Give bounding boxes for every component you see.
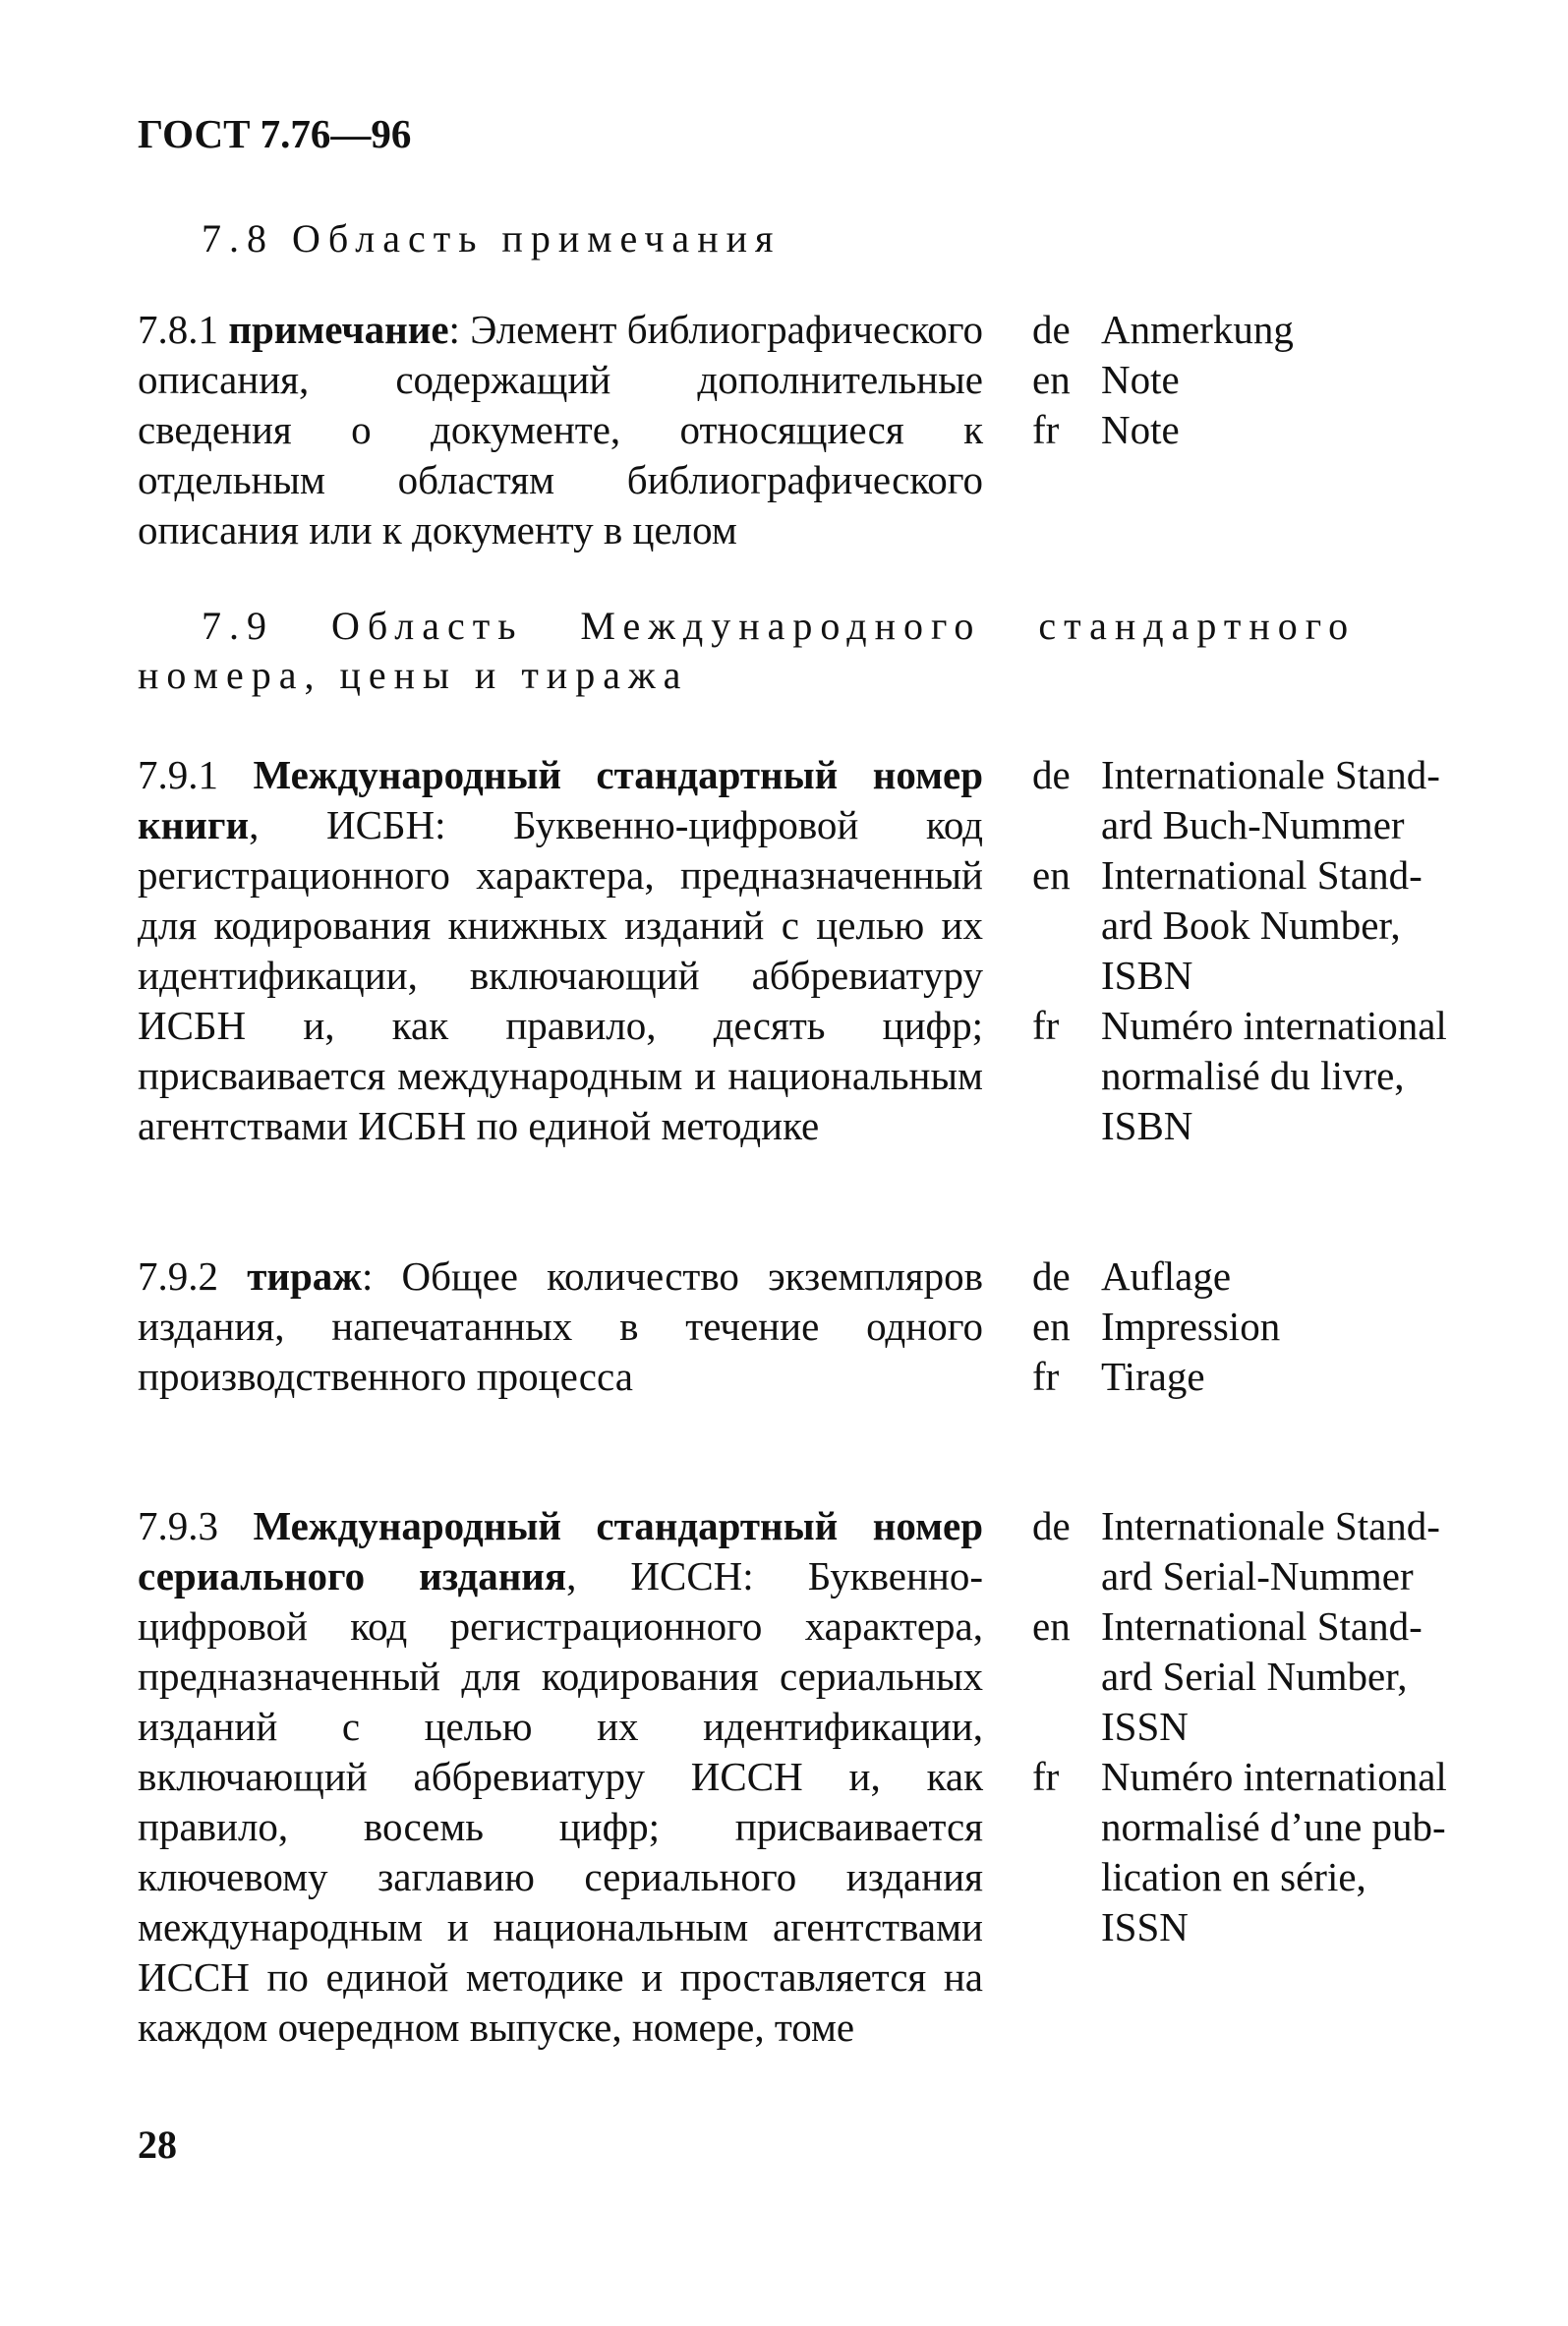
equivalent-text: Note xyxy=(1101,357,1180,402)
section-title-text: 7.8 Область примечания xyxy=(202,216,782,261)
foreign-equivalents xyxy=(1032,305,1504,455)
term-number: 7.9.3 xyxy=(138,1503,254,1548)
section-title-7-9 xyxy=(138,602,1514,700)
equivalent-text: ISSN xyxy=(1101,1904,1189,1949)
definition-text: , ИССН: Буквенно-цифровой код регистрационного характера, предназначенный для кодирования сериальных изданий с целью их идентификации, включающий аббревиатуру ИССН и, как правило, восемь цифр; присваивается ключевому заглавию сериального издания международным и национальным агентствами ИССН по единой методике и проставляется на каждом очередном выпуске, номере, томе xyxy=(138,1553,983,2050)
term-name: тираж xyxy=(247,1253,362,1299)
term-definition xyxy=(138,750,983,1151)
equivalent-en xyxy=(1032,355,1504,405)
equivalent-text: Numéro international xyxy=(1101,1003,1447,1048)
equivalent-text: ard Buch-Nummer xyxy=(1101,802,1405,847)
section-title-line-2: номера, цены и тиража xyxy=(138,653,689,697)
equivalent-en xyxy=(1032,1302,1504,1352)
equivalent-de xyxy=(1032,750,1504,850)
definition-text: , ИСБН: Буквенно-цифровой код регистрационного характера, предназначенный для кодирования книжных изданий с целью их идентификации, включающий аббревиатуру ИСБН и, как правило, десять цифр; присваивается международным и национальным агентствами ИСБН по единой методике xyxy=(138,802,983,1148)
equivalent-text: Tirage xyxy=(1101,1354,1205,1399)
equivalent-text: Internationale Stand- xyxy=(1101,1503,1440,1548)
equivalent-text: Anmerkung xyxy=(1101,307,1294,352)
definition-text: : Элемент библиографического описания, содержащий дополнительные сведения о документе, относящиеся к отдельным областям библиографического описания или к документу в целом xyxy=(138,307,984,552)
lang-code: en xyxy=(1032,1304,1071,1349)
equivalent-text: normalisé du livre, xyxy=(1101,1053,1405,1098)
document-designation: ГОСТ 7.76—96 xyxy=(138,111,412,156)
lang-code: de xyxy=(1032,307,1071,352)
equivalent-fr xyxy=(1032,1001,1504,1151)
term-number: 7.8.1 xyxy=(138,307,229,352)
term-name: примечание xyxy=(228,307,449,352)
equivalent-text: Internationale Stand- xyxy=(1101,752,1440,797)
section-title-line-1 xyxy=(138,602,1514,651)
definition-text: : Общее количество экземпляров издания, напечатанных в течение одного производственного процесса xyxy=(138,1253,984,1399)
term-name: Международный стандартный номер книги xyxy=(138,752,983,847)
equivalent-de xyxy=(1032,1251,1504,1302)
equivalent-text: International Stand- xyxy=(1101,852,1423,898)
equivalent-text: Impression xyxy=(1101,1304,1281,1349)
equivalent-de xyxy=(1032,305,1504,355)
section-title-7-8 xyxy=(138,214,1514,263)
term-name: Международный стандартный номер сериального издания xyxy=(138,1503,983,1599)
equivalent-text: International Stand- xyxy=(1101,1603,1423,1649)
term-number: 7.9.2 xyxy=(138,1253,248,1299)
equivalent-text: ard Book Number, xyxy=(1101,902,1401,948)
equivalent-text: Note xyxy=(1101,407,1180,452)
lang-code: en xyxy=(1032,1603,1071,1649)
lang-code: fr xyxy=(1032,1754,1060,1799)
lang-code: fr xyxy=(1032,407,1060,452)
equivalent-text: Auflage xyxy=(1101,1253,1232,1299)
equivalent-fr xyxy=(1032,405,1504,455)
lang-code: de xyxy=(1032,752,1071,797)
equivalent-text: Numéro international xyxy=(1101,1754,1447,1799)
equivalent-text: ISSN xyxy=(1101,1704,1189,1749)
foreign-equivalents xyxy=(1032,1251,1504,1402)
lang-code: fr xyxy=(1032,1354,1060,1399)
term-definition xyxy=(138,1251,983,1402)
term-definition xyxy=(138,305,983,555)
equivalent-en xyxy=(1032,850,1504,1001)
term-number: 7.9.1 xyxy=(138,752,254,797)
lang-code: en xyxy=(1032,357,1071,402)
equivalent-text: ISBN xyxy=(1101,953,1193,998)
section-title-text: 7.9 Область Международного стандартного xyxy=(202,604,1357,648)
equivalent-text: normalisé d’une pub- xyxy=(1101,1804,1446,1849)
term-definition xyxy=(138,1501,983,2053)
lang-code: de xyxy=(1032,1253,1071,1299)
lang-code: fr xyxy=(1032,1003,1060,1048)
equivalent-fr xyxy=(1032,1752,1504,1952)
equivalent-de xyxy=(1032,1501,1504,1601)
lang-code: en xyxy=(1032,852,1071,898)
page-number: 28 xyxy=(138,2122,177,2167)
foreign-equivalents xyxy=(1032,1501,1504,1952)
foreign-equivalents xyxy=(1032,750,1504,1151)
equivalent-text: ard Serial-Nummer xyxy=(1101,1553,1414,1599)
lang-code: de xyxy=(1032,1503,1071,1548)
equivalent-en xyxy=(1032,1601,1504,1752)
equivalent-text: ard Serial Number, xyxy=(1101,1654,1408,1699)
equivalent-text: lication en série, xyxy=(1101,1854,1366,1899)
equivalent-fr xyxy=(1032,1352,1504,1402)
equivalent-text: ISBN xyxy=(1101,1103,1193,1148)
